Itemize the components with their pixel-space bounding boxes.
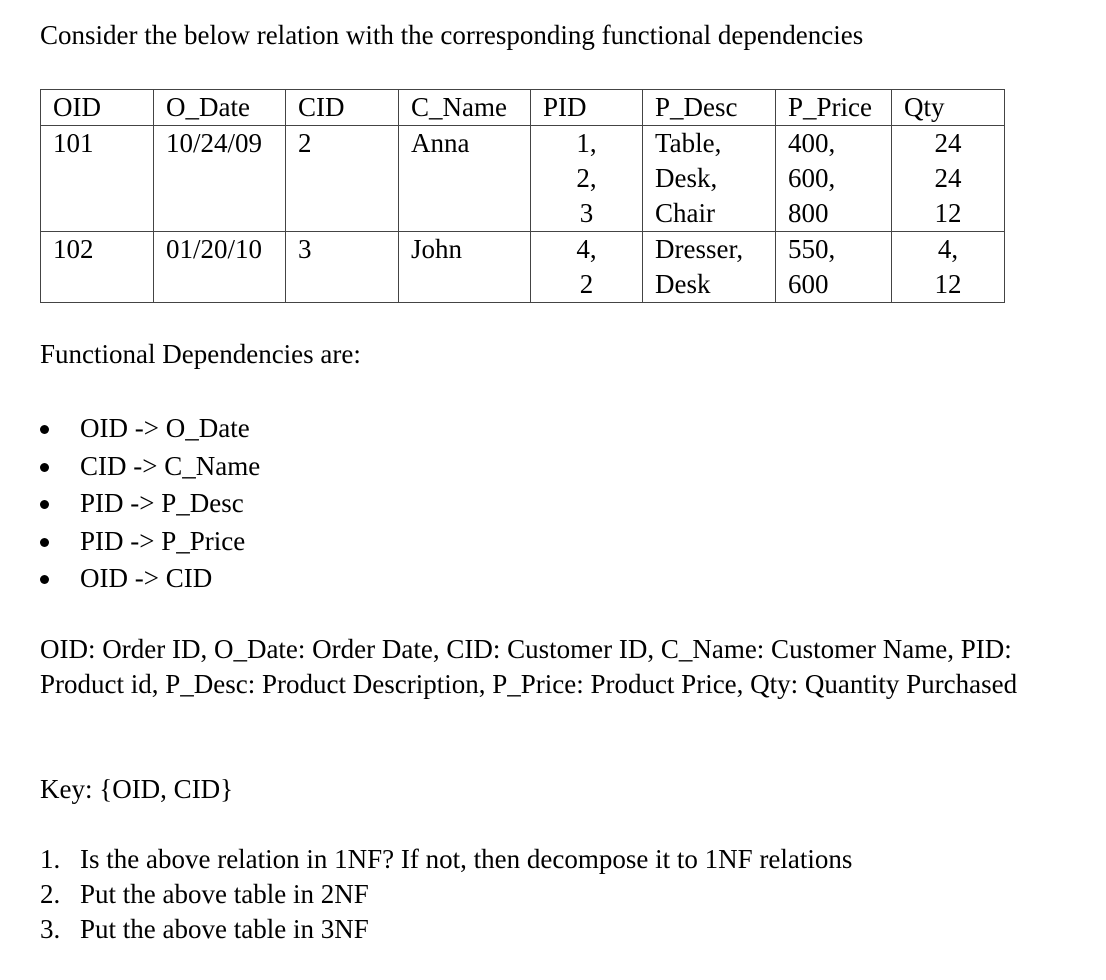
cell-qty-line: 12 bbox=[934, 198, 962, 228]
header-qty: Qty bbox=[892, 90, 1005, 126]
question-number: 2. bbox=[40, 879, 61, 909]
table-row bbox=[41, 126, 1005, 232]
bullet-icon bbox=[40, 463, 49, 472]
list-item bbox=[40, 842, 852, 877]
questions-list bbox=[40, 842, 852, 947]
cell-p-desc bbox=[643, 232, 776, 303]
header-oid: OID bbox=[41, 90, 154, 126]
list-item bbox=[40, 912, 852, 947]
cell-pid-line: 2, bbox=[576, 163, 597, 193]
cell-pid bbox=[531, 232, 643, 303]
fd-text: PID -> P_Desc bbox=[80, 488, 244, 518]
list-item bbox=[40, 410, 260, 448]
cell-p-desc-line: Desk bbox=[655, 269, 711, 299]
list-item bbox=[40, 877, 852, 912]
cell-pid-line: 1, bbox=[576, 128, 597, 158]
bullet-icon bbox=[40, 575, 49, 584]
cell-p-price-line: 600 bbox=[788, 269, 829, 299]
cell-qty-line: 24 bbox=[934, 128, 962, 158]
header-cid: CID bbox=[286, 90, 399, 126]
intro-text: Consider the below relation with the corresponding functional dependencies bbox=[40, 20, 864, 50]
list-item bbox=[40, 523, 260, 561]
bullet-icon bbox=[40, 538, 49, 547]
cell-qty bbox=[892, 126, 1005, 232]
question-text: Is the above relation in 1NF? If not, then decompose it to 1NF relations bbox=[80, 844, 853, 874]
cell-p-desc-line: Dresser, bbox=[655, 234, 744, 264]
cell-qty-line: 12 bbox=[934, 269, 962, 299]
glossary-text: OID: Order ID, O_Date: Order Date, CID: Customer ID, C_Name: Customer Name, PID: Product id, P_Desc: Product Description, P_Price: Product Price, Qty: Quantity Purchased bbox=[40, 634, 1018, 699]
header-o-date: O_Date bbox=[154, 90, 286, 126]
cell-pid-line: 3 bbox=[579, 198, 594, 228]
bullet-icon bbox=[40, 425, 49, 434]
cell-o-date: 10/24/09 bbox=[154, 126, 286, 232]
cell-cid: 2 bbox=[286, 126, 399, 232]
bullet-icon bbox=[40, 500, 49, 509]
list-item bbox=[40, 448, 260, 486]
cell-pid-line: 4, bbox=[576, 234, 597, 264]
cell-p-desc-line: Desk, bbox=[655, 163, 718, 193]
header-row bbox=[41, 90, 1005, 126]
key-text: Key: {OID, CID} bbox=[40, 774, 234, 804]
cell-p-price-line: 800 bbox=[788, 198, 829, 228]
cell-p-price-line: 600, bbox=[788, 163, 836, 193]
question-text: Put the above table in 3NF bbox=[80, 914, 369, 944]
fd-heading: Functional Dependencies are: bbox=[40, 339, 361, 369]
table-row bbox=[41, 232, 1005, 303]
cell-p-desc bbox=[643, 126, 776, 232]
cell-p-price-line: 400, bbox=[788, 128, 836, 158]
header-c-name: C_Name bbox=[399, 90, 531, 126]
fd-text: OID -> CID bbox=[80, 563, 213, 593]
question-text: Put the above table in 2NF bbox=[80, 879, 369, 909]
cell-p-desc-line: Table, bbox=[655, 128, 722, 158]
cell-pid bbox=[531, 126, 643, 232]
fd-text: PID -> P_Price bbox=[80, 525, 246, 556]
question-number: 1. bbox=[40, 844, 61, 874]
cell-qty bbox=[892, 232, 1005, 303]
cell-qty-line: 4, bbox=[937, 234, 959, 264]
cell-p-price bbox=[776, 126, 892, 232]
header-p-desc: P_Desc bbox=[643, 90, 776, 126]
list-item bbox=[40, 485, 260, 523]
relation-table bbox=[40, 89, 1005, 303]
fd-list bbox=[40, 410, 260, 598]
cell-o-date: 01/20/10 bbox=[154, 232, 286, 303]
cell-oid: 101 bbox=[41, 126, 154, 232]
header-pid: PID bbox=[531, 90, 643, 126]
list-item bbox=[40, 560, 260, 598]
header-p-price: P_Price bbox=[776, 90, 892, 126]
fd-text: CID -> C_Name bbox=[80, 450, 261, 481]
cell-c-name: John bbox=[399, 232, 531, 303]
cell-cid: 3 bbox=[286, 232, 399, 303]
fd-text: OID -> O_Date bbox=[80, 413, 250, 443]
cell-p-desc-line: Chair bbox=[655, 198, 715, 228]
cell-pid-line: 2 bbox=[579, 269, 594, 299]
cell-qty-line: 24 bbox=[934, 163, 962, 193]
cell-c-name: Anna bbox=[399, 126, 531, 232]
cell-p-price-line: 550, bbox=[788, 234, 836, 264]
cell-p-price bbox=[776, 232, 892, 303]
question-number: 3. bbox=[40, 914, 61, 944]
cell-oid: 102 bbox=[41, 232, 154, 303]
